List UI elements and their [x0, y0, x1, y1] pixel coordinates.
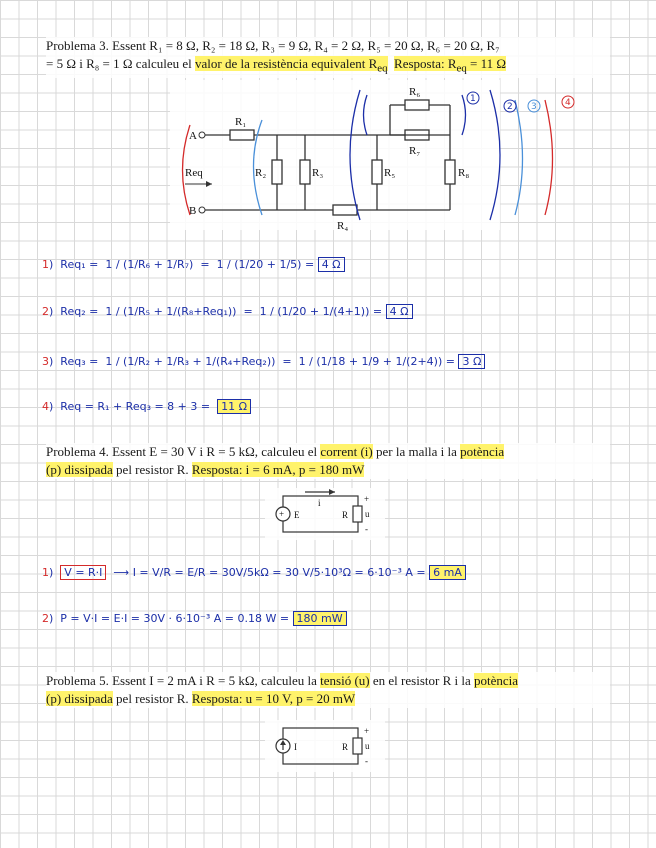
- p3-label-req: Req: [185, 167, 203, 179]
- p3-label-r7: R₇: [409, 145, 421, 157]
- p5-label-plus: +: [364, 726, 370, 736]
- p3-label-a: A: [189, 130, 197, 142]
- p3-label-r3: R₃: [312, 167, 324, 179]
- p4-circuit-diagram: [0, 488, 656, 548]
- p3-highlight-req: valor de la resistència equivalent $R_{eq}$: [195, 56, 388, 75]
- p3-label-r4: R₄: [337, 220, 349, 232]
- p4-step-1: 1) V = R·I ⟶ I = V/R = E/R = 30V/5kΩ = 30 V/5·10³Ω = 6·10⁻³ A = 6 mA: [42, 566, 466, 579]
- p3-circle-3: 3: [531, 102, 537, 112]
- p3-step-2-result: 4 Ω: [386, 304, 413, 319]
- p4-step-1-result: 6 mA: [429, 565, 466, 580]
- p3-circle-1: 1: [470, 94, 476, 104]
- p3-line-1: Problema 3. Essent R₁ = 8 Ω, R₂ = 18 Ω, R₃ = 9 Ω, R₄ = 2 Ω, R₅ = 20 Ω, R₆ = 20 Ω, R₇: [46, 38, 500, 53]
- p5-label-r: R: [342, 742, 349, 752]
- p5-circuit-diagram: [0, 720, 656, 780]
- p4-label-i: i: [318, 498, 321, 508]
- p4-label-minus: -: [365, 524, 368, 534]
- p3-circle-4: 4: [565, 98, 571, 108]
- p3-step-2: 2) Req₂ = 1 / (1/R₅ + 1/(R₈+Req₁)) = 1 / (1/20 + 1/(4+1)) = 4 Ω: [42, 305, 413, 318]
- p4-label-u: u: [365, 509, 370, 519]
- problem-5-statement: Problema 5. Essent I = 2 mA i R = 5 kΩ, calculeu la tensió (u) en el resistor R i la potència (p) dissipada pel resistor R. Resposta: u = 10 V, p = 20 mW: [46, 672, 610, 708]
- p4-step-2: 2) P = V·I = E·I = 30V · 6·10⁻³ A = 0.18 W = 180 mW: [42, 612, 347, 625]
- p5-resposta: Resposta: u = 10 V, p = 20 mW: [191, 691, 356, 706]
- p3-label-b: B: [189, 205, 197, 217]
- p3-step-3-result: 3 Ω: [458, 354, 485, 369]
- p3-label-r2: R₂: [255, 167, 267, 179]
- p3-step-4: 4) Req = R₁ + Req₃ = 8 + 3 = 11 Ω: [42, 400, 251, 413]
- p3-label-r8: R₈: [458, 167, 470, 179]
- p3-circuit-diagram: [0, 80, 656, 320]
- p5-label-u: u: [365, 741, 370, 751]
- p4-label-e: E: [294, 510, 300, 520]
- problem-3-statement: [46, 37, 610, 78]
- p4-label-plus: +: [364, 494, 370, 504]
- problem-4-statement: Problema 4. Essent E = 30 V i R = 5 kΩ, calculeu el corrent (i) per la malla i la potència (p) dissipada pel resistor R. Resposta: i = 6 mA, p = 180 mW: [46, 443, 610, 479]
- p5-label-minus: -: [365, 756, 368, 766]
- svg-text:+: +: [279, 509, 285, 519]
- p4-label-r: R: [342, 510, 349, 520]
- p4-step-2-result: 180 mW: [293, 611, 347, 626]
- p3-step-1: 1) Req₁ = 1 / (1/R₆ + 1/R₇) = 1 / (1/20 + 1/5) = 4 Ω: [42, 258, 345, 271]
- p3-label-r6: R₆: [409, 86, 421, 98]
- p3-line-2: = 5 Ω i R₈ = 1 Ω calculeu el valor de la resistència equivalent $R_{eq}$ Resposta: $R_{eq} = 11$ Ω: [46, 56, 507, 75]
- p3-step-3: 3) Req₃ = 1 / (1/R₂ + 1/R₃ + 1/(R₄+Req₂)) = 1 / (1/18 + 1/9 + 1/(2+4)) = 3 Ω: [42, 355, 485, 368]
- p5-label-i: I: [294, 742, 297, 752]
- p4-ohm-law: V = R·I: [60, 565, 106, 580]
- p3-step-1-result: 4 Ω: [318, 257, 345, 272]
- p3-resposta: Resposta: $R_{eq} = 11$ Ω: [394, 56, 507, 75]
- p3-label-r1: R₁: [235, 116, 247, 128]
- p4-resposta: Resposta: i = 6 mA, p = 180 mW: [191, 462, 365, 477]
- p3-circle-2: 2: [507, 102, 513, 112]
- p3-label-r5: R₅: [384, 167, 396, 179]
- p3-step-4-result: 11 Ω: [217, 399, 251, 414]
